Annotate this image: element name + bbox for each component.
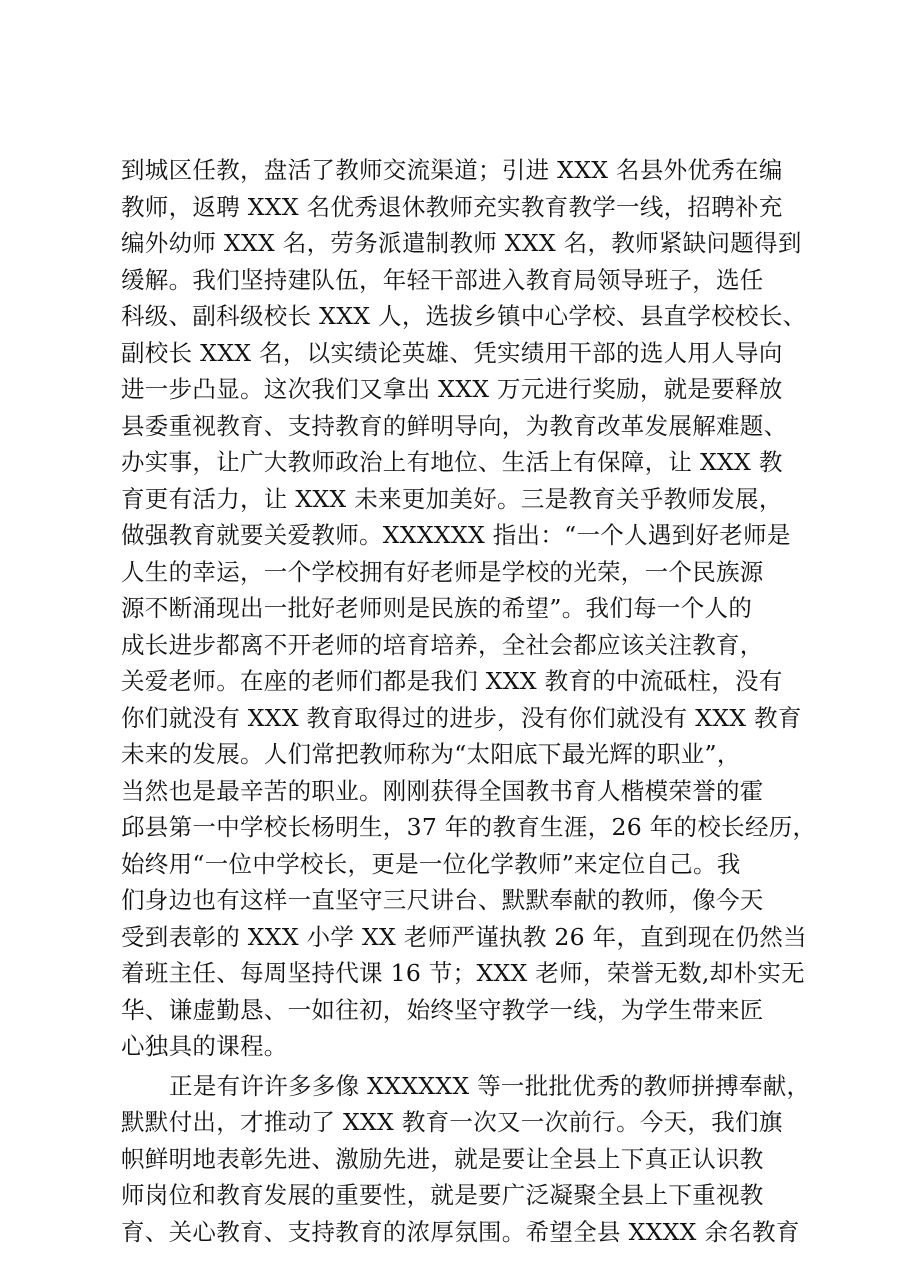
text-line: 进一步凸显。这次我们又拿出 XXX 万元进行奖励，就是要释放 (121, 375, 783, 403)
text-line: 到城区任教，盘活了教师交流渠道；引进 XXX 名县外优秀在编 (121, 156, 783, 184)
text-line: 做强教育就要关爱教师。XXXXXX 指出：“一个人遇到好老师是 (121, 521, 791, 549)
text-line: 科级、副科级校长 XXX 人，选拔乡镇中心学校、县直学校校长、 (121, 302, 807, 330)
text-line: 缓解。我们坚持建队伍，年轻干部进入教育局领导班子，选任 (121, 265, 764, 294)
text-line: 未来的发展。人们常把教师称为“太阳底下最光辉的职业”， (121, 740, 741, 768)
text-line: 成长进步都离不开老师的培育培养，全社会都应该关注教育， (121, 630, 764, 659)
text-line: 们身边也有这样一直坚守三尺讲台、默默奉献的教师，像今天 (121, 886, 764, 914)
text-line: 华、谦虚勤恳、一如往初，始终坚守教学一线，为学生带来匠 (121, 995, 764, 1024)
text-line: 办实事，让广大教师政治上有地位、生活上有保障，让 XXX 教 (121, 448, 783, 476)
text-line: 始终用“一位中学校长，更是一位化学教师”来定位自己。我 (121, 849, 741, 878)
text-line: 县委重视教育、支持教育的鲜明导向，为教育改革发展解难题、 (121, 411, 788, 440)
text-line: 心独具的课程。 (121, 1032, 288, 1060)
document-body (121, 152, 817, 1250)
text-line: 受到表彰的 XXX 小学 XX 老师严谨执教 26 年，直到现在仍然当 (121, 922, 807, 951)
paragraph-1 (121, 152, 817, 1065)
text-line: 师岗位和教育发展的重要性，就是要广泛凝聚全县上下重视教 (121, 1181, 764, 1209)
text-line: 人生的幸运，一个学校拥有好老师是学校的光荣，一个民族源 (121, 557, 764, 586)
text-line: 你们就没有 XXX 教育取得过的进步，没有你们就没有 XXX 教育 (121, 703, 802, 732)
text-line: 编外幼师 XXX 名，劳务派遣制教师 XXX 名，教师紧缺问题得到 (121, 229, 802, 257)
text-line: 默默付出，才推动了 XXX 教育一次又一次前行。今天，我们旗 (121, 1108, 783, 1136)
text-line: 着班主任、每周坚持代课 16 节；XXX 老师，荣誉无数,却朴实无 (121, 959, 805, 987)
text-line: 育、关心教育、支持教育的浓厚氛围。希望全县 XXXX 余名教育 (121, 1217, 800, 1246)
text-line: 育更有活力，让 XXX 未来更加美好。三是教育关乎教师发展， (121, 484, 783, 513)
text-line: 教师，返聘 XXX 名优秀退休教师充实教育教学一线，招聘补充 (121, 192, 783, 221)
text-line: 关爱老师。在座的老师们都是我们 XXX 教育的中流砥柱，没有 (121, 667, 783, 695)
text-line: 源不断涌现出一批好老师则是民族的希望”。我们每一个人的 (121, 594, 753, 622)
text-line: 邱县第一中学校长杨明生，37 年的教育生涯，26 年的校长经历， (121, 813, 817, 841)
paragraph-2 (121, 1068, 811, 1251)
text-line: 帜鲜明地表彰先进、激励先进，就是要让全县上下真正认识教 (121, 1144, 764, 1173)
text-line: 正是有许许多多像 XXXXXX 等一批批优秀的教师拼搏奉献， (169, 1071, 811, 1100)
text-line: 当然也是最辛苦的职业。刚刚获得全国教书育人楷模荣誉的霍 (121, 776, 764, 805)
text-line: 副校长 XXX 名，以实绩论英雄、凭实绩用干部的选人用人导向 (121, 338, 783, 367)
